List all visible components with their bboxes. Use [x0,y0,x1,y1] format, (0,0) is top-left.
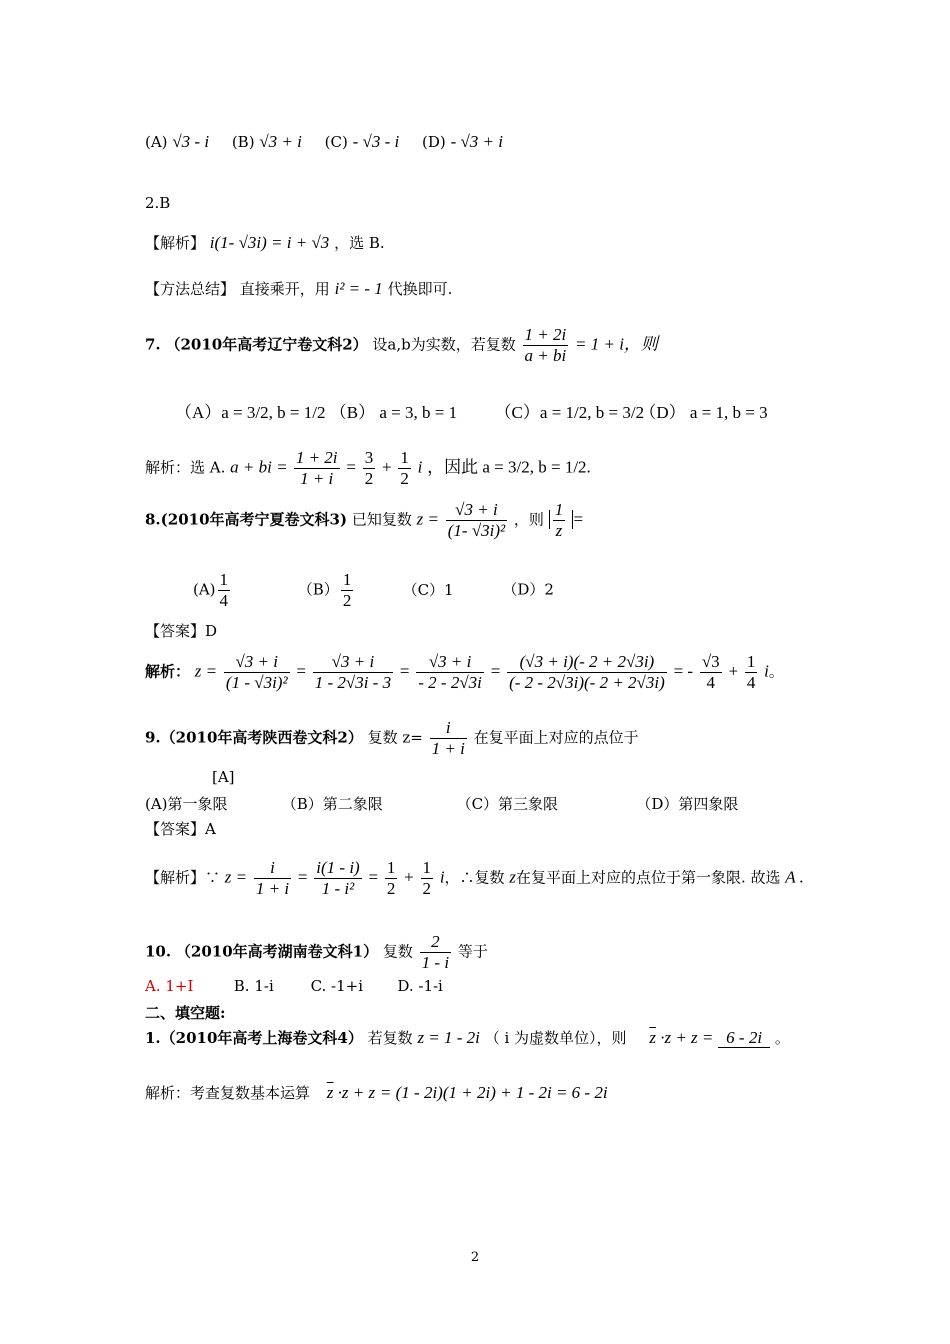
q6-analysis-tail: ，选 B. [334,234,385,252]
q8-option-d: （D）2 [502,580,554,599]
fill1-expr: z = 1 - 2i [417,1028,480,1047]
q10-options [145,977,443,995]
q9-text: 复数 z= [367,728,423,747]
q8-options [193,570,554,611]
fill1-text: 若复数 [367,1029,413,1047]
fill1-analysis-expr: = (1 - 2i)(1 + 2i) + 1 - 2i = 6 - 2i [379,1083,608,1102]
q6-option-a-label: (A) [145,133,168,151]
section-fill-in-heading: 二、填空题: [145,1004,226,1022]
q6-method [145,278,452,299]
q6-option-c-label: (C) [324,133,348,151]
q9-stem [145,718,639,759]
q8-option-a: (A) $\frac{1}{4}$ [193,570,229,610]
q7-stem [145,325,658,366]
q8-fraction-den: (1- √3i)² [447,521,506,540]
q8-option-b-label: （B） [297,580,339,599]
fill1-stem: 1.（2010年高考上海卷文科4） 若复数 z = 1 - 2i （ i 为虚数单位），则 $\overline{z} \cdot z + z = 6 - 2i$ 。 [145,1028,790,1047]
q8-stem: 8.(2010年高考宁夏卷文科3) 已知复数 z = $\frac{√3 + i}{\text{(1- √3i)²}}$ ，则 $\frac{1}{z}$ = [145,500,584,541]
q10-text: 复数 [382,942,413,961]
q7-analysis: 解析：选 A. a + bi = $\frac{1 + 2i}{1 + i}$ = $\frac{3}{2}$ + $\frac{1}{2}$ i ，因此 a = 3/2, b = 1/2. [145,448,591,488]
q8-analysis-label: 解析： [145,662,191,681]
fill1-head: 1.（2010年高考上海卷文科4） [145,1029,363,1047]
q7-text: 设a,b为实数，若复数 [372,335,516,354]
q10-head: 10. [145,942,172,961]
page-number: 2 [470,1250,480,1265]
q7-tail: = 1 + i，则 [575,334,658,354]
q8-option-c: （C）1 [402,580,454,599]
q8-then: ，则 [513,510,544,529]
q7-fraction-den: a + bi [524,346,567,365]
q9-analysis-end: A . [785,867,804,887]
q7-fraction [523,325,569,366]
q8-head: 8.(2010年高考宁夏卷文科3) [145,510,348,529]
q9-options [145,793,738,814]
fill1-blank-answer: 6 - 2i [718,1028,770,1048]
q7-option-d: （D） a = 1, b = 3 [639,403,768,422]
q7-source: （2010年高考辽宁卷文科2） [165,335,368,354]
q6-answer: 2.B [145,194,171,212]
q7-option-b: （B） a = 3, b = 1 [329,403,458,422]
q6-option-d-label: (D) [422,133,446,151]
q8-option-a-label: (A) [193,580,216,599]
q10-fraction-den: 1 - i [421,953,450,972]
q6-options [145,132,503,152]
q7-options [175,398,768,423]
q7-analysis-label: 解析：选 A. [145,458,226,477]
q6-option-c-expr: - √3 - i [352,132,400,151]
q9-analysis-tag: 【解析】∵ [145,868,221,887]
q8-option-b: （B） $\frac{1}{2}$ [297,570,352,610]
q8-fraction [446,500,507,541]
q7-analysis-tail: ，因此 a = 3/2, b = 1/2. [427,457,591,477]
fill1-analysis: 解析：考查复数基本运算 $\overline{z} \cdot z + z = (1 - 2i)(1 + 2i) + 1 - 2i = 6 - 2i$ [145,1083,608,1102]
q9-bracket-answer: [A] [212,768,235,786]
q10-option-b: B. 1-i [233,977,274,995]
q8-analysis-end: 。 [768,662,784,681]
q6-method-expr: i² = - 1 [334,279,383,298]
q10-tail: 等于 [457,942,488,961]
q9-analysis: 【解析】∵ z = $\frac{i}{1 + i}$ = $\frac{i(1 - i)}{\text{1 - i²}}$ = $\frac{1}{2}$ + $\frac{1}{2}$ i，∴复数 z在复平面上对应的点位于第一象限. 故选 A . [145,858,804,898]
q9-fraction-num: i [430,718,467,739]
q9-option-b: （B）第二象限 [281,795,383,813]
q7-fraction-num: 1 + 2i [524,325,567,344]
q8-fraction-num: √3 + i [446,500,507,521]
q9-fraction-den: 1 + i [431,739,465,758]
q8-text: 已知复数 [351,510,412,529]
q6-option-b-expr: √3 + i [259,132,302,151]
q10-source: （2010年高考湖南卷文科1） [175,942,379,961]
q8-analysis: 解析： z = $\frac{√3 + i}{\text{(1 - √3i)²}}$ = $\frac{√3 + i}{1 - 2√3i - 3}$ = $\frac{√3 + i}{- 2 - 2√3i}$ = $\frac{(√3 + i)(- 2 + 2√3i)}{(- 2 - 2√3i)(- 2 + 2√3i)}$ = - $\frac{√3}{4}$ + $\frac{1}{4}$ i。 [145,652,784,692]
q9-fraction [430,718,467,759]
q9-answer: 【答案】A [145,820,216,838]
q10-fraction [420,932,451,973]
q9-head: 9.（2010年高考陕西卷文科2） [145,728,363,747]
q10-fraction-num: 2 [420,932,451,953]
q9-option-d: （D）第四象限 [636,795,739,813]
q9-option-a: (A)第一象限 [145,795,228,813]
q9-analysis-mid: ，∴复数 [444,868,505,887]
q10-option-c: C. -1+i [310,977,364,995]
q7-number: 7. [145,335,161,354]
fill1-analysis-label: 解析：考查复数基本运算 [145,1084,311,1102]
q10-stem [145,932,488,973]
fill1-paren: （ i 为虚数单位），则 [484,1029,627,1047]
q7-option-c: （C）a = 1/2, b = 3/2 [494,403,645,422]
q6-analysis [145,232,385,253]
q7-option-a: （A）a = 3/2, b = 1/2 [175,403,326,422]
q6-option-a-expr: √3 - i [172,132,210,151]
q6-method-text: 直接乘开，用 [239,280,330,298]
q6-option-b-label: (B) [231,133,255,151]
q9-tail: 在复平面上对应的点位于 [473,728,639,747]
q6-method-tag: 【方法总结】 [145,280,236,298]
q9-analysis-tail: 在复平面上对应的点位于第一象限. 故选 [515,868,781,887]
fill1-end: 。 [774,1029,790,1047]
q10-option-d: D. -1-i [397,977,443,995]
q8-answer: 【答案】D [145,622,218,640]
q9-option-c: （C）第三象限 [456,795,559,813]
q6-option-d-expr: - √3 + i [450,132,503,151]
q6-analysis-expr: i(1- √3i) = i + √3 [209,233,330,252]
q6-analysis-tag: 【解析】 [145,234,206,252]
q10-option-a: A. 1+I [145,977,194,995]
q6-method-tail: 代换即可. [387,280,453,298]
